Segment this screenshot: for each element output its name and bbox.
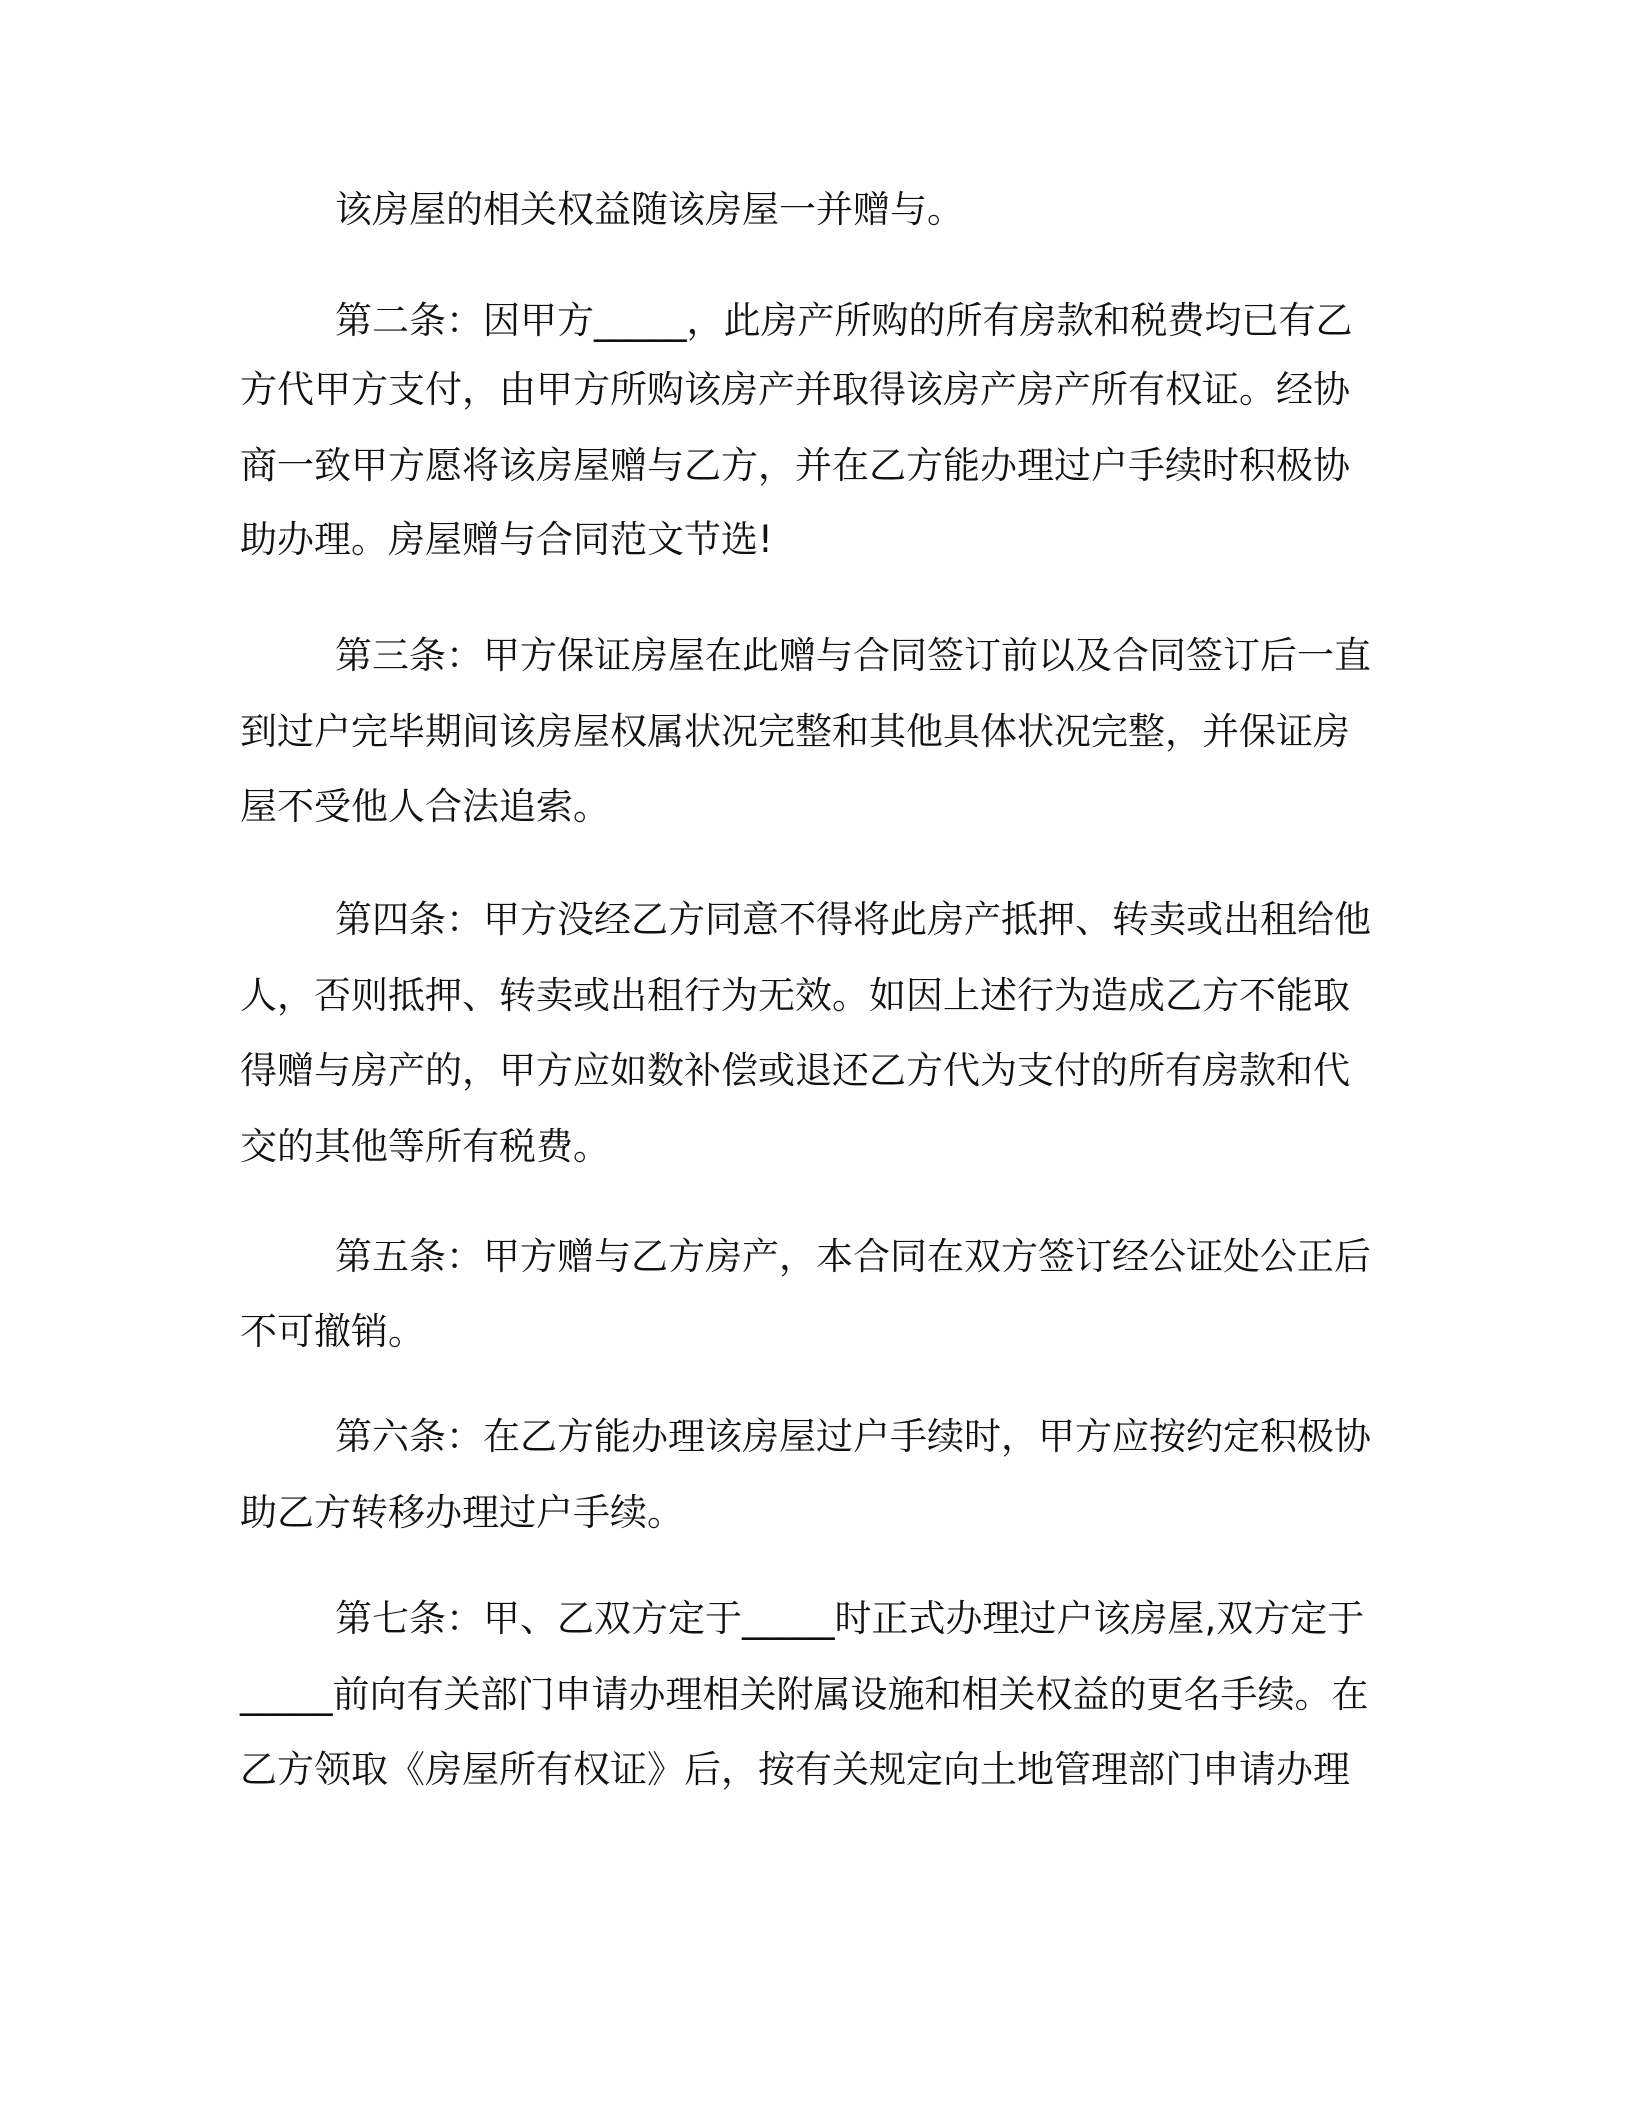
text-line: 助乙方转移办理过户手续。 (240, 1491, 684, 1534)
text-line: _____前向有关部门申请办理相关附属设施和相关权益的更名手续。在 (240, 1673, 1369, 1716)
text-line: 第七条：甲、乙双方定于_____时正式办理过户该房屋,双方定于 (335, 1597, 1365, 1640)
text-line: 第五条：甲方赠与乙方房产，本合同在双方签订经公证处公正后 (335, 1235, 1371, 1278)
text-line: 交的其他等所有税费。 (240, 1125, 610, 1168)
text-line: 不可撤销。 (240, 1310, 425, 1353)
text-line: 得赠与房产的，甲方应如数补偿或退还乙方代为支付的所有房款和代 (240, 1049, 1350, 1092)
text-line: 商一致甲方愿将该房屋赠与乙方，并在乙方能办理过户手续时积极协 (240, 444, 1350, 487)
text-line: 屋不受他人合法追索。 (240, 785, 610, 828)
text-line: 第二条：因甲方_____，此房产所购的所有房款和税费均已有乙 (335, 299, 1353, 342)
text-line: 方代甲方支付，由甲方所购该房产并取得该房产房产所有权证。经协 (240, 368, 1350, 411)
text-line: 人，否则抵押、转卖或出租行为无效。如因上述行为造成乙方不能取 (240, 974, 1350, 1017)
text-line: 乙方领取《房屋所有权证》后，按有关规定向土地管理部门申请办理 (240, 1748, 1350, 1791)
document-page (240, 180, 1390, 1830)
text-line: 助办理。房屋赠与合同范文节选! (240, 518, 773, 561)
text-line: 第四条：甲方没经乙方同意不得将此房产抵押、转卖或出租给他 (335, 898, 1371, 941)
text-line: 到过户完毕期间该房屋权属状况完整和其他具体状况完整，并保证房 (240, 710, 1350, 753)
text-line: 第六条：在乙方能办理该房屋过户手续时，甲方应按约定积极协 (335, 1415, 1371, 1458)
text-line: 第三条：甲方保证房屋在此赠与合同签订前以及合同签订后一直 (335, 634, 1371, 677)
text-line: 该房屋的相关权益随该房屋一并赠与。 (335, 188, 964, 231)
